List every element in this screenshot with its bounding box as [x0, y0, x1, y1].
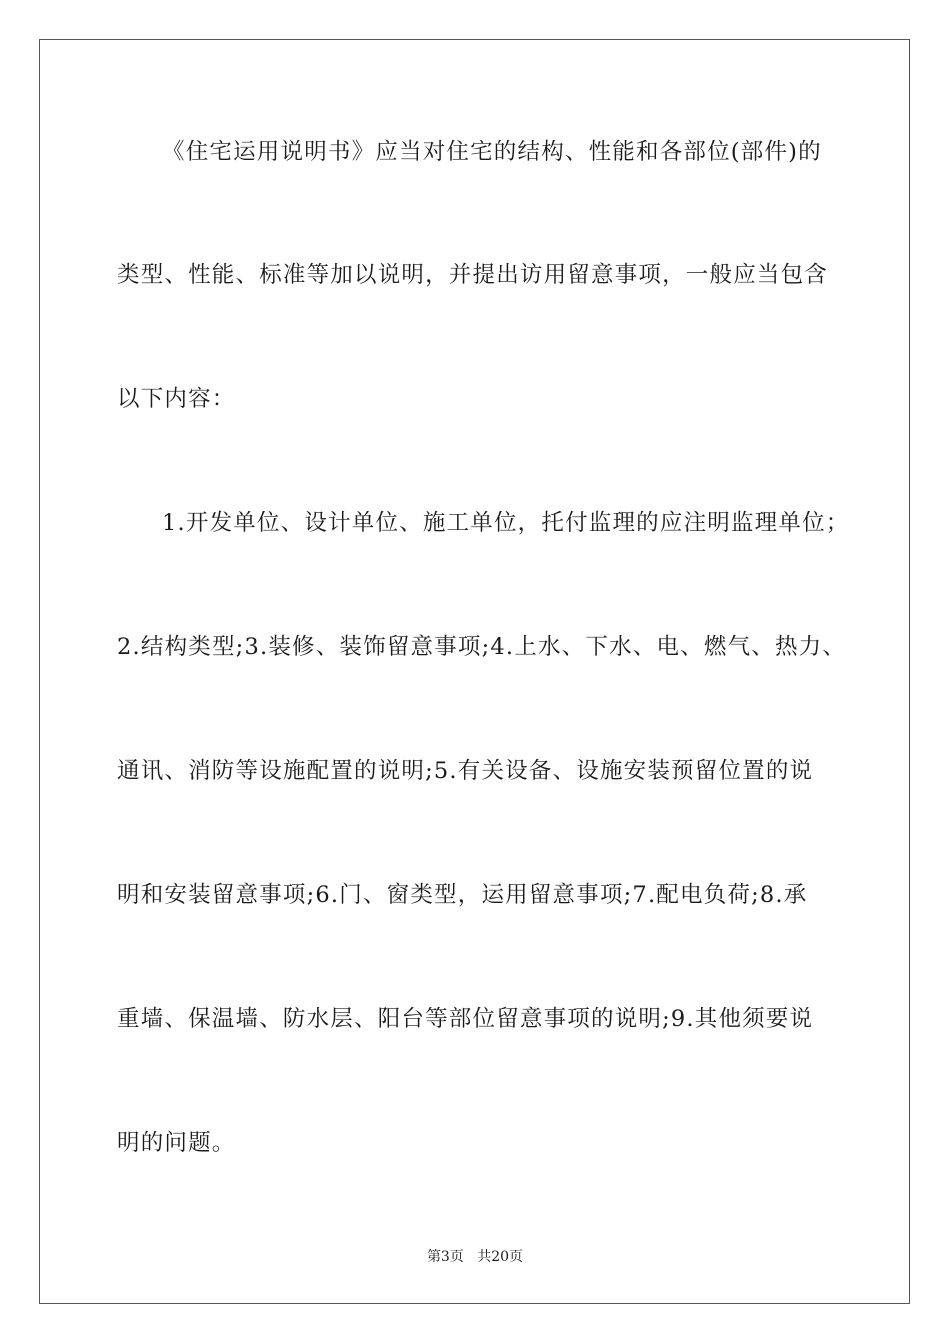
- page-footer: [0, 1248, 950, 1266]
- paragraph-1-line-1: 《住宅运用说明书》应当对住宅的结构、性能和各部位(部件)的: [162, 139, 822, 165]
- paragraph-1-line-2: 类型、性能、标准等加以说明，并提出访用留意事项，一般应当包含: [117, 262, 829, 288]
- page-frame: [39, 39, 910, 1304]
- paragraph-2-line-6: 明的问题。: [117, 1130, 236, 1156]
- current-page-label: 第3页: [426, 1249, 464, 1265]
- paragraph-2-line-2: 2.结构类型;3.装修、装饰留意事项;4.上水、下水、电、燃气、热力、: [117, 634, 847, 660]
- total-pages-label: 共20页: [477, 1249, 524, 1265]
- paragraph-2-line-4: 明和安装留意事项;6.门、窗类型，运用留意事项;7.配电负荷;8.承: [117, 882, 808, 908]
- paragraph-2-line-1: 1.开发单位、设计单位、施工单位，托付监理的应注明监理单位；: [162, 510, 850, 536]
- paragraph-2-line-5: 重墙、保温墙、防水层、阳台等部位留意事项的说明;9.其他须要说: [117, 1006, 814, 1032]
- paragraph-1-line-3: 以下内容：: [117, 386, 236, 412]
- paragraph-2-line-3: 通讯、消防等设施配置的说明;5.有关设备、设施安装预留位置的说: [117, 758, 814, 784]
